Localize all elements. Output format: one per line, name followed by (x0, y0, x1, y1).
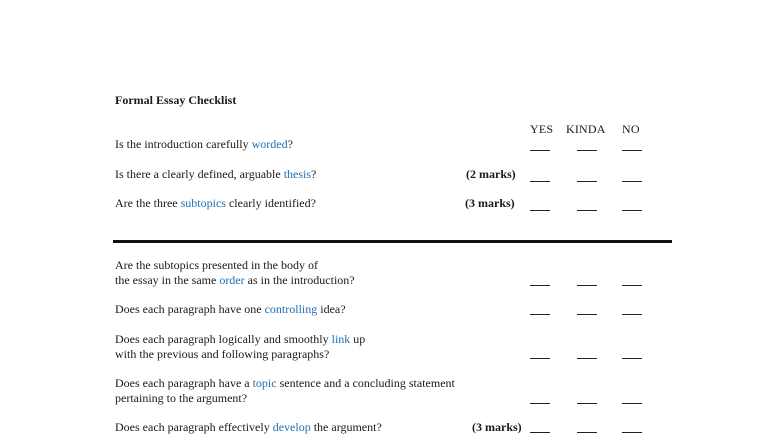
keyword: subtopics (180, 196, 226, 210)
keyword: topic (252, 376, 277, 390)
answer-blank-yes[interactable] (530, 150, 550, 151)
keyword: develop (272, 420, 311, 434)
question-line (115, 258, 355, 273)
answer-blank-yes[interactable] (530, 181, 550, 182)
keyword: order (219, 273, 245, 287)
question-segment: with the previous and following paragraphs? (115, 347, 330, 361)
question-segment: Is there a clearly defined, arguable (115, 167, 284, 181)
question-segment: Does each paragraph effectively (115, 420, 273, 434)
column-header-yes: YES (530, 122, 554, 136)
answer-blank-yes[interactable] (530, 358, 550, 359)
question-line (115, 196, 316, 211)
question-segment: Are the subtopics presented in the body of (115, 258, 318, 272)
question-line (115, 391, 455, 406)
question-segment: Are the three (115, 196, 181, 210)
question-segment: pertaining to the argument? (115, 391, 248, 405)
question-line (115, 347, 365, 362)
column-header-kinda: KINDA (566, 122, 606, 136)
answer-blank-kinda[interactable] (577, 432, 597, 433)
question-line (115, 167, 316, 182)
answer-blank-yes[interactable] (530, 403, 550, 404)
question-line (115, 420, 382, 435)
column-header-no: NO (622, 122, 640, 136)
question-segment: Does each paragraph have one (115, 302, 265, 316)
keyword: controlling (264, 302, 318, 316)
answer-blank-no[interactable] (622, 285, 642, 286)
keyword: thesis (283, 167, 312, 181)
answer-blank-kinda[interactable] (577, 285, 597, 286)
marks-label: (3 marks) (472, 420, 522, 434)
question-segment: sentence and a concluding statement (276, 376, 455, 390)
answer-blank-no[interactable] (622, 403, 642, 404)
answer-blank-no[interactable] (622, 358, 642, 359)
question-text (115, 302, 346, 317)
answer-blank-no[interactable] (622, 150, 642, 151)
question-text (115, 332, 365, 362)
question-segment: ? (311, 167, 317, 181)
question-segment: the argument? (310, 420, 382, 434)
question-segment: Does each paragraph have a (115, 376, 253, 390)
keyword: worded (251, 137, 288, 151)
question-segment: ? (287, 137, 293, 151)
section-divider (113, 240, 672, 243)
question-line (115, 273, 355, 288)
answer-blank-kinda[interactable] (577, 181, 597, 182)
answer-blank-kinda[interactable] (577, 358, 597, 359)
question-segment: Does each paragraph logically and smoothly (115, 332, 332, 346)
answer-blank-yes[interactable] (530, 432, 550, 433)
question-text (115, 376, 455, 406)
question-line (115, 332, 365, 347)
question-line (115, 376, 455, 391)
answer-blank-yes[interactable] (530, 314, 550, 315)
answer-blank-kinda[interactable] (577, 210, 597, 211)
answer-blank-kinda[interactable] (577, 403, 597, 404)
question-text (115, 196, 316, 211)
question-text (115, 167, 316, 182)
answer-blank-kinda[interactable] (577, 314, 597, 315)
question-text (115, 420, 382, 435)
question-text (115, 137, 293, 152)
answer-blank-no[interactable] (622, 210, 642, 211)
question-line (115, 137, 293, 152)
page-title: Formal Essay Checklist (115, 93, 237, 107)
question-segment: idea? (317, 302, 346, 316)
keyword: link (331, 332, 351, 346)
answer-blank-no[interactable] (622, 314, 642, 315)
question-segment: as in the introduction? (244, 273, 355, 287)
answer-blank-yes[interactable] (530, 210, 550, 211)
answer-blank-yes[interactable] (530, 285, 550, 286)
answer-blank-kinda[interactable] (577, 150, 597, 151)
marks-label: (2 marks) (466, 167, 516, 181)
question-line (115, 302, 346, 317)
question-segment: the essay in the same (115, 273, 220, 287)
question-segment: Is the introduction carefully (115, 137, 252, 151)
question-text (115, 258, 355, 288)
answer-blank-no[interactable] (622, 181, 642, 182)
answer-blank-no[interactable] (622, 432, 642, 433)
question-segment: clearly identified? (225, 196, 316, 210)
question-segment: up (350, 332, 366, 346)
marks-label: (3 marks) (465, 196, 515, 210)
